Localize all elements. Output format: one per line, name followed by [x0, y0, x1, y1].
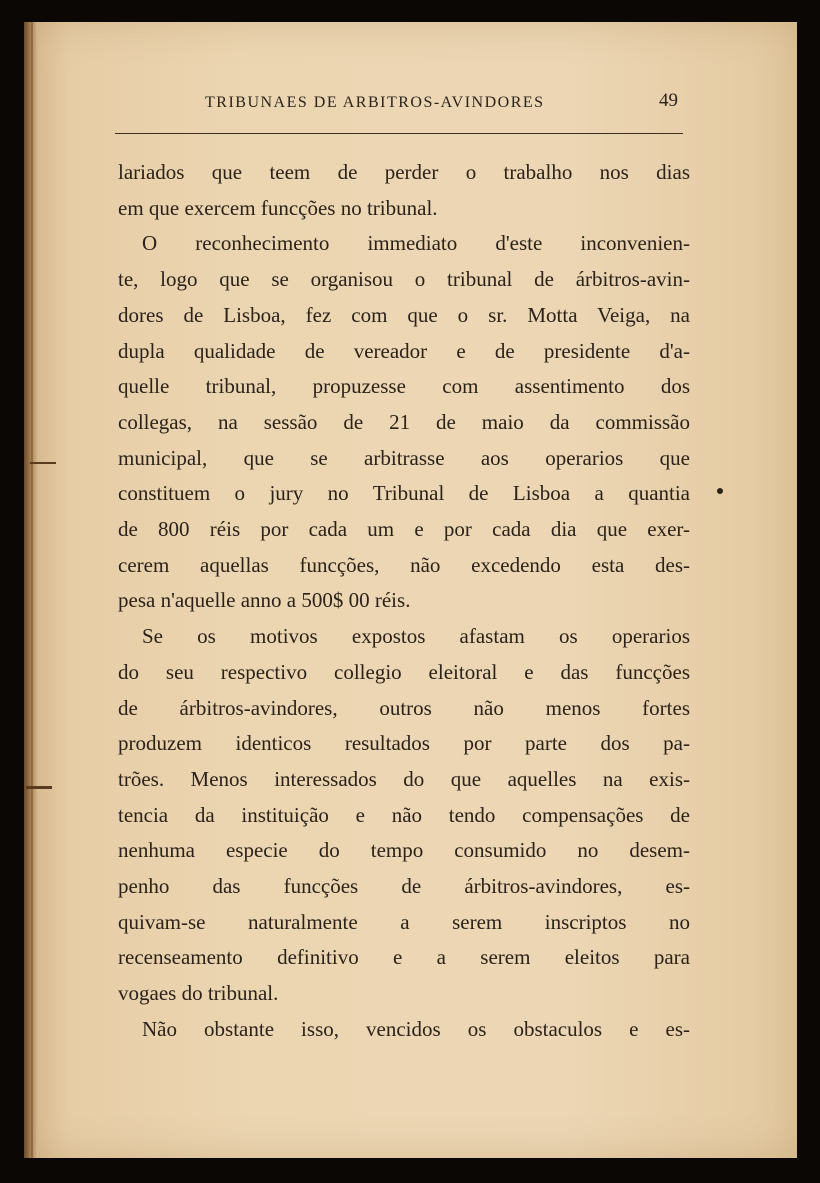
- header-rule: [115, 133, 683, 134]
- text-line: vogaes do tribunal.: [118, 981, 279, 1006]
- text-line: tencia da instituição e não tendo compensações de: [118, 802, 690, 827]
- text-line: constituem o jury no Tribunal de Lisboa a quantia: [118, 481, 690, 506]
- text-line: recenseamento definitivo e a serem eleitos para: [118, 945, 690, 970]
- text-line: Se os motivos expostos afastam os operarios: [142, 624, 690, 649]
- text-line: Não obstante isso, vencidos os obstaculos e es-: [142, 1016, 690, 1041]
- binding-line: [31, 22, 33, 1158]
- text-line: penho das funcções de árbitros-avindores, es-: [118, 874, 690, 899]
- text-line: quivam-se naturalmente a serem inscriptos no: [118, 909, 690, 934]
- margin-dot: [717, 488, 723, 494]
- text-line: pesa n'aquelle anno a 500$ 00 réis.: [118, 588, 411, 613]
- text-line: municipal, que se arbitrasse aos operarios que: [118, 445, 690, 470]
- binding-mark-upper: [30, 462, 56, 464]
- text-line: lariados que teem de perder o trabalho nos dias: [118, 160, 690, 184]
- text-line: cerem aquellas funcções, não excedendo esta des-: [118, 552, 690, 577]
- text-line: em que exercem funcções no tribunal.: [118, 195, 438, 220]
- text-line: dores de Lisboa, fez com que o sr. Motta Veiga, na: [118, 302, 690, 327]
- running-title: TRIBUNAES DE ARBITROS-AVINDORES: [205, 94, 545, 111]
- page-number: 49: [659, 90, 678, 111]
- text-line: nenhuma especie do tempo consumido no desem-: [118, 838, 690, 863]
- text-line: de 800 réis por cada um e por cada dia que exer-: [118, 517, 690, 542]
- page-body: [118, 155, 690, 1048]
- text-line: quelle tribunal, propuzesse com assentimento dos: [118, 374, 690, 399]
- text-line: produzem identicos resultados por parte dos pa-: [118, 731, 690, 756]
- text-line: dupla qualidade de vereador e de presidente d'a-: [118, 338, 690, 363]
- text-line: collegas, na sessão de 21 de maio da commissão: [118, 409, 690, 434]
- text-line: de árbitros-avindores, outros não menos fortes: [118, 695, 690, 720]
- binding-mark-lower: [26, 786, 52, 789]
- text-line: te, logo que se organisou o tribunal de árbitros-avin-: [118, 267, 690, 292]
- text-line: do seu respectivo collegio eleitoral e das funcções: [118, 659, 690, 684]
- text-line: O reconhecimento immediato d'este inconvenien-: [142, 231, 690, 256]
- text-line: trões. Menos interessados do que aquelles na exis-: [118, 766, 690, 791]
